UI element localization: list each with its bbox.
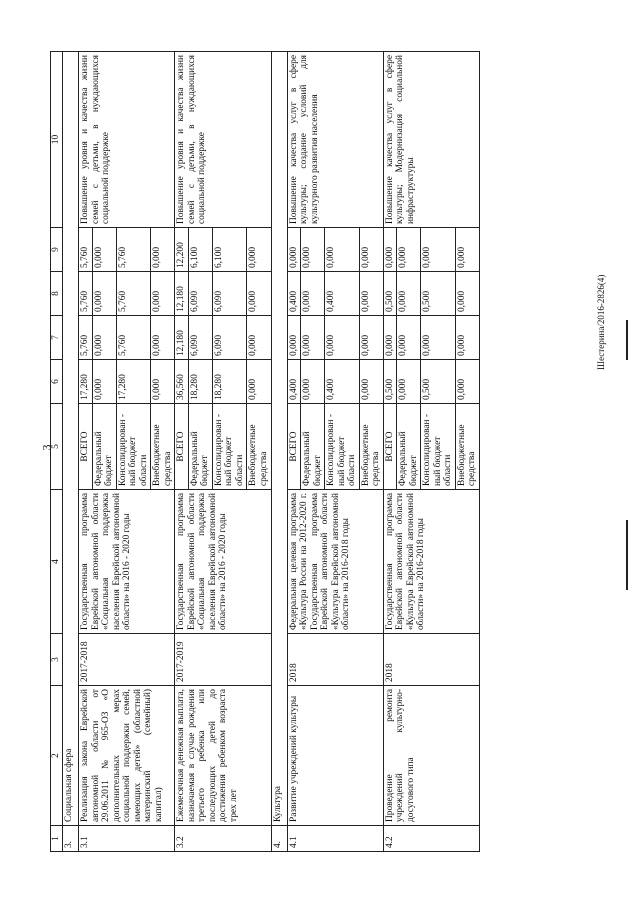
col-number: 4	[51, 490, 63, 634]
amount-cell: 0,000	[151, 272, 175, 316]
amount-cell: 0,000	[421, 316, 456, 360]
column-number-row	[51, 52, 63, 852]
col-number: 6	[51, 360, 63, 404]
amount-cell: 0,000	[325, 228, 360, 272]
amount-cell: 0,000	[325, 316, 360, 360]
funding-source: Консолидирован - ный бюджет области	[212, 404, 247, 490]
section-title: Социальная сфера	[63, 52, 79, 826]
amount-cell: 6,100	[188, 228, 212, 272]
amount-cell: 5,760	[116, 228, 151, 272]
amount-cell: 0,000	[383, 316, 397, 360]
funding-source: Внебюджетные средства	[151, 404, 175, 490]
col-number: 1	[51, 826, 63, 852]
amount-cell: 6,090	[212, 316, 247, 360]
amount-cell: 6,090	[212, 272, 247, 316]
funding-source: Федеральный бюджет	[188, 404, 212, 490]
col-number: 8	[51, 272, 63, 316]
period: 2018	[287, 634, 383, 686]
amount-cell: 0,000	[151, 228, 175, 272]
measures-table	[50, 51, 480, 852]
amount-cell: 0,000	[92, 272, 116, 316]
amount-cell: 5,760	[79, 228, 93, 272]
section-title: Культура	[271, 52, 287, 826]
program-name: Государственная программа Еврейской автономной области «Культура Еврейской автономной области» на 2016-2018 годы	[383, 490, 479, 634]
amount-cell: 0,400	[325, 272, 360, 316]
amount-cell: 12,180	[175, 316, 189, 360]
amount-cell: 18,280	[188, 360, 212, 404]
amount-cell: 0,000	[421, 228, 456, 272]
page-edge-mark-lower	[626, 520, 628, 590]
amount-cell: 5,760	[79, 272, 93, 316]
amount-cell: 0,000	[92, 316, 116, 360]
row-number: 3.2	[175, 826, 271, 852]
amount-cell: 5,760	[116, 316, 151, 360]
amount-cell: 0,000	[151, 316, 175, 360]
period: 2018	[383, 634, 479, 686]
funding-source: Внебюджетные средства	[247, 404, 271, 490]
amount-cell: 0,000	[247, 272, 271, 316]
amount-cell: 0,000	[301, 272, 325, 316]
amount-cell: 0,400	[287, 272, 301, 316]
amount-cell: 0,000	[287, 316, 301, 360]
amount-cell: 0,000	[397, 360, 421, 404]
period: 2017-2019	[175, 634, 271, 686]
measure-name: Реализация закона Еврейской автономной области от 29.06.2011 № 965-ОЗ «О дополнительных мерах социальной поддержки семей, имеющих детей» (областной материнский (семейный) капитал)	[79, 686, 175, 826]
expected-result: Повышение уровня и качества жизни семей с детьми, в нуждающихся социальной поддержке	[175, 52, 271, 228]
amount-cell: 0,000	[383, 228, 397, 272]
amount-cell: 6,090	[188, 316, 212, 360]
amount-cell: 0,000	[455, 272, 479, 316]
amount-cell: 0,000	[359, 316, 383, 360]
col-number: 7	[51, 316, 63, 360]
funding-source: ВСЕГО	[383, 404, 397, 490]
section-number: 4.	[271, 826, 287, 852]
page-edge-mark	[626, 320, 628, 360]
amount-cell: 0,500	[383, 272, 397, 316]
measure-name: Проведение ремонта учреждений культурно-досугового типа	[383, 686, 479, 826]
section-number: 3.	[63, 826, 79, 852]
amount-cell: 0,000	[397, 272, 421, 316]
amount-cell: 0,000	[247, 316, 271, 360]
expected-result: Повышение качества услуг в сфере культуры; Модернизация социальной инфраструктуры	[383, 52, 479, 228]
amount-cell: 12,200	[175, 228, 189, 272]
section-row	[63, 52, 79, 852]
amount-cell: 0,000	[359, 272, 383, 316]
expected-result: Повышение уровня и качества жизни семей с детьми, в нуждающихся социальной поддержке	[79, 52, 175, 228]
table-row	[383, 52, 397, 852]
amount-cell: 5,760	[116, 272, 151, 316]
funding-source: ВСЕГО	[79, 404, 93, 490]
rotated-table-frame	[50, 52, 590, 852]
amount-cell: 0,400	[325, 360, 360, 404]
funding-source: Консолидирован - ный бюджет области	[116, 404, 151, 490]
amount-cell: 0,000	[247, 228, 271, 272]
row-number: 3.1	[79, 826, 175, 852]
amount-cell: 17,280	[79, 360, 93, 404]
program-name: Государственная программа Еврейской автономной области «Социальная поддержка населения Еврейской автономной области» на 2016 - 2020 годы	[175, 490, 271, 634]
amount-cell: 0,000	[455, 360, 479, 404]
section-row	[271, 52, 287, 852]
funding-source: ВСЕГО	[175, 404, 189, 490]
row-number: 4.1	[287, 826, 383, 852]
amount-cell: 0,400	[287, 360, 301, 404]
amount-cell: 5,760	[79, 316, 93, 360]
expected-result: Повышение качества услуг в сфере культуры; создание условий для культурного развития населения	[287, 52, 383, 228]
measure-name: Ежемесячная денежная выплата, назначаемая в случае рождения третьего ребенка или последующих детей до достижения ребенком возраста трех лет	[175, 686, 271, 826]
program-name: Государственная программа Еврейской автономной области «Социальная поддержка населения Еврейской автономной области» на 2016 - 2020 годы	[79, 490, 175, 634]
amount-cell: 0,000	[359, 228, 383, 272]
amount-cell: 0,000	[397, 228, 421, 272]
program-name: Федеральная целевая программа «Культура России на 2012-2020 г. Государственная программа Еврейской автономной области «Культура Еврейской автономной области» на 2016-2018 годы	[287, 490, 383, 634]
funding-source: Федеральный бюджет	[301, 404, 325, 490]
amount-cell: 0,000	[359, 360, 383, 404]
amount-cell: 0,000	[455, 228, 479, 272]
measure-name: Развитие учреждений культуры	[287, 686, 383, 826]
row-number: 4.2	[383, 826, 479, 852]
amount-cell: 0,000	[287, 228, 301, 272]
amount-cell: 6,100	[212, 228, 247, 272]
amount-cell: 0,000	[397, 316, 421, 360]
amount-cell: 0,000	[151, 360, 175, 404]
col-number: 5	[51, 404, 63, 490]
amount-cell: 36,560	[175, 360, 189, 404]
col-number: 3	[51, 634, 63, 686]
col-number: 2	[51, 686, 63, 826]
amount-cell: 0,000	[247, 360, 271, 404]
amount-cell: 0,000	[301, 228, 325, 272]
table-row	[79, 52, 93, 852]
amount-cell: 0,000	[455, 316, 479, 360]
page-number: 3	[39, 444, 54, 451]
funding-source: Консолидирован - ный бюджет области	[325, 404, 360, 490]
period: 2017-2018	[79, 634, 175, 686]
col-number: 9	[51, 228, 63, 272]
amount-cell: 0,000	[92, 360, 116, 404]
funding-source: Внебюджетные средства	[359, 404, 383, 490]
amount-cell: 0,500	[383, 360, 397, 404]
funding-source: Внебюджетные средства	[455, 404, 479, 490]
amount-cell: 17,280	[116, 360, 151, 404]
amount-cell: 0,000	[92, 228, 116, 272]
funding-source: Консолидирован - ный бюджет области	[421, 404, 456, 490]
table-row	[287, 52, 301, 852]
amount-cell: 18,280	[212, 360, 247, 404]
funding-source: ВСЕГО	[287, 404, 301, 490]
amount-cell: 0,000	[301, 360, 325, 404]
amount-cell: 6,090	[188, 272, 212, 316]
funding-source: Федеральный бюджет	[92, 404, 116, 490]
col-number: 10	[51, 52, 63, 228]
amount-cell: 12,180	[175, 272, 189, 316]
amount-cell: 0,000	[301, 316, 325, 360]
document-code: Шестерина/2016-2826(4)	[596, 274, 606, 370]
amount-cell: 0,500	[421, 272, 456, 316]
table-row	[175, 52, 189, 852]
funding-source: Федеральный бюджет	[397, 404, 421, 490]
amount-cell: 0,500	[421, 360, 456, 404]
